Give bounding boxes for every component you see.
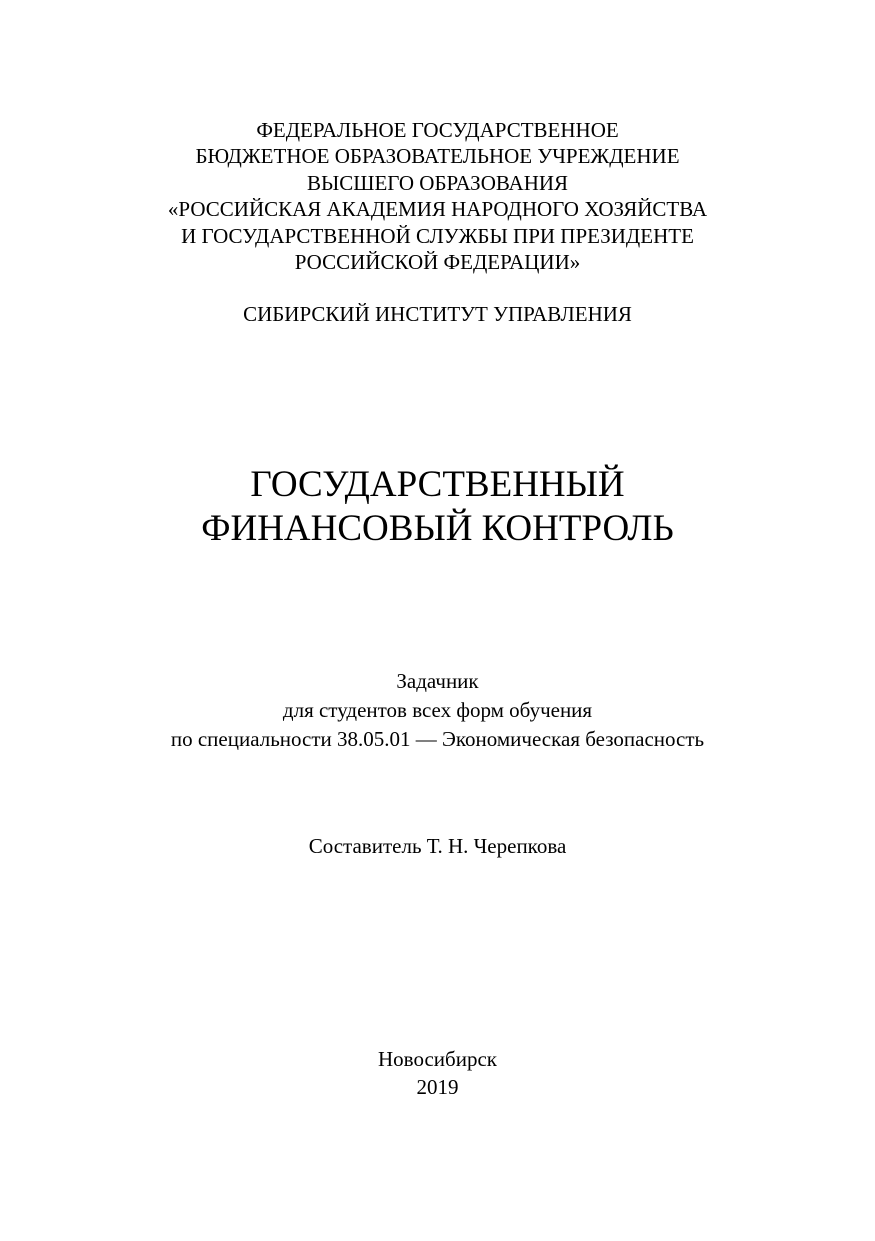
organization-line: И ГОСУДАРСТВЕННОЙ СЛУЖБЫ ПРИ ПРЕЗИДЕНТЕ (181, 223, 694, 248)
publication-footer (0, 1045, 875, 1101)
author-credit (0, 832, 875, 860)
subtitle-line: по специальности 38.05.01 — Экономическая безопасность (170, 727, 705, 751)
title-line: ГОСУДАРСТВЕННЫЙ (250, 464, 625, 505)
organization-line: ВЫСШЕГО ОБРАЗОВАНИЯ (306, 170, 569, 195)
organization-line: БЮДЖЕТНОЕ ОБРАЗОВАТЕЛЬНОЕ УЧРЕЖДЕНИЕ (195, 144, 680, 169)
organization-header (0, 117, 875, 275)
title-line: ФИНАНСОВЫЙ КОНТРОЛЬ (201, 508, 674, 549)
document-subtitle (0, 667, 875, 754)
publication-year: 2019 (416, 1075, 459, 1099)
institute-name (0, 301, 875, 327)
organization-line: «РОССИЙСКАЯ АКАДЕМИЯ НАРОДНОГО ХОЗЯЙСТВА (167, 197, 708, 222)
organization-line: РОССИЙСКОЙ ФЕДЕРАЦИИ» (294, 250, 581, 275)
subtitle-line: Задачник (396, 669, 479, 693)
subtitle-line: для студентов всех форм обучения (282, 698, 593, 722)
document-title (0, 463, 875, 551)
institute-line: СИБИРСКИЙ ИНСТИТУТ УПРАВЛЕНИЯ (243, 302, 632, 326)
author-line: Составитель Т. Н. Черепкова (308, 834, 567, 858)
publication-city: Новосибирск (378, 1047, 497, 1071)
organization-line: ФЕДЕРАЛЬНОЕ ГОСУДАРСТВЕННОЕ (256, 118, 619, 142)
